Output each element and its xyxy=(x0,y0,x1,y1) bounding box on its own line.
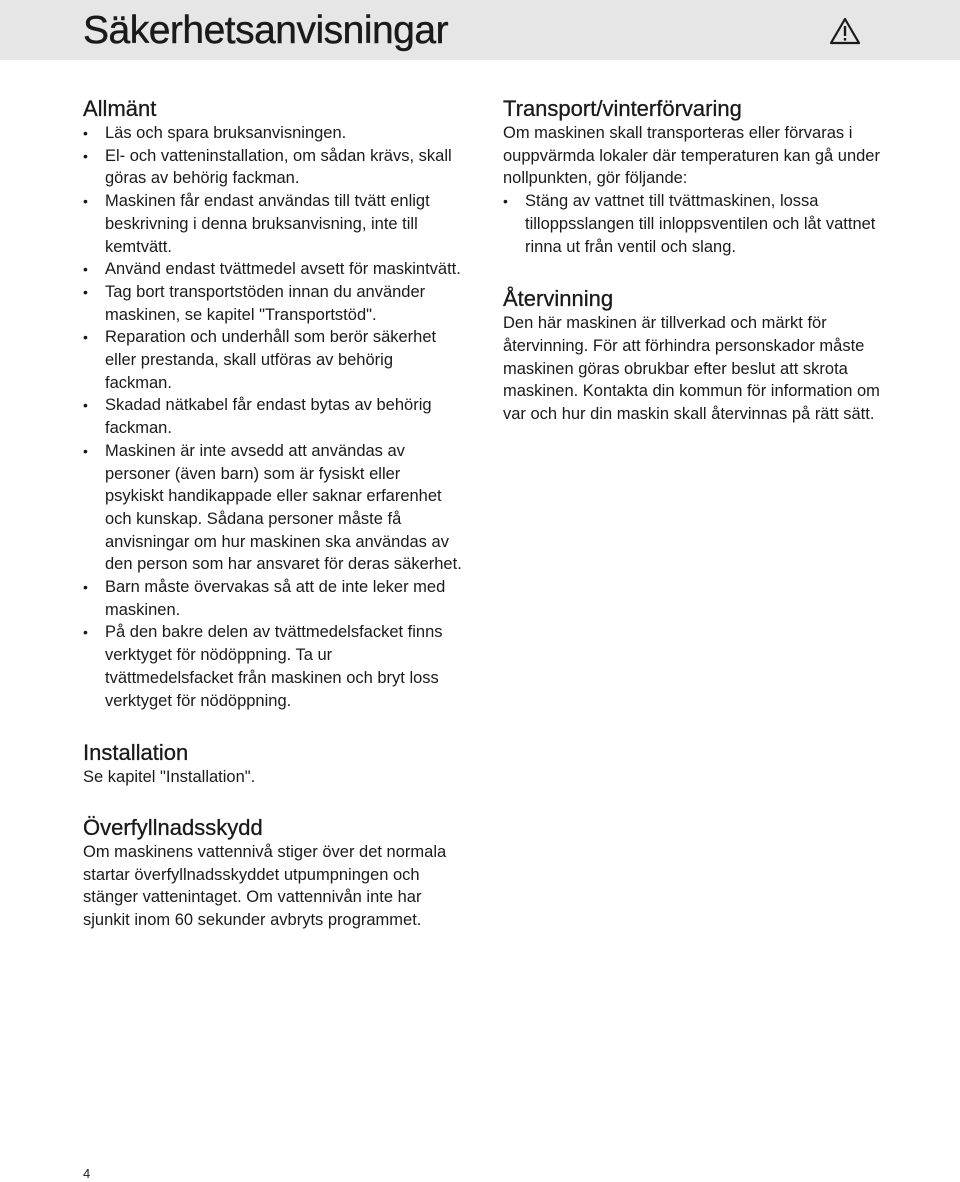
section-allmant xyxy=(83,96,463,712)
transport-text: Om maskinen skall transporteras eller förvaras i ouppvärmda lokaler där temperaturen kan gå under nollpunkten, gör följande: xyxy=(503,124,880,188)
bullet-icon: • xyxy=(83,261,88,278)
list-item xyxy=(83,281,463,326)
list-item-text: Reparation och underhåll som berör säkerhet eller prestanda, skall utföras av behörig fackman. xyxy=(105,328,437,392)
bullet-icon: • xyxy=(83,442,88,459)
installation-text: Se kapitel "Installation". xyxy=(83,768,256,787)
list-item-text: Barn måste övervakas så att de inte leker med maskinen. xyxy=(105,578,446,619)
left-column xyxy=(83,96,463,932)
list-item xyxy=(83,394,463,439)
section-heading-transport: Transport/vinterförvaring xyxy=(503,96,742,121)
section-heading-allmant: Allmänt xyxy=(83,96,157,121)
spacer xyxy=(83,712,463,740)
bullet-icon: • xyxy=(83,579,88,596)
allmant-list xyxy=(83,122,463,712)
section-heading-atervinning: Återvinning xyxy=(503,286,614,312)
overfyllnadsskydd-text: Om maskinens vattennivå stiger över det normala startar överfyllnadsskyddet utpumpningen och stänger vattenintaget. Om vattennivån inte har sjunkit inom 60 sekunder avbryts programmet. xyxy=(83,842,447,930)
section-atervinning xyxy=(503,286,883,426)
list-item-text: Maskinen får endast användas till tvätt enligt beskrivning i denna bruksanvisning, inte till kemtvätt. xyxy=(105,192,430,256)
bullet-icon: • xyxy=(83,329,88,346)
bullet-icon: • xyxy=(83,624,88,641)
section-transport xyxy=(503,96,883,258)
transport-list xyxy=(503,190,883,258)
spacer xyxy=(83,789,463,815)
list-item-text: El- och vatteninstallation, om sådan krävs, skall göras av behörig fackman. xyxy=(105,146,452,188)
list-item xyxy=(83,190,463,258)
spacer xyxy=(503,258,883,286)
list-item xyxy=(83,258,463,281)
bullet-icon: • xyxy=(83,125,88,141)
list-item-text: Maskinen är inte avsedd att användas av personer (även barn) som är fysiskt eller psykiskt handikappade eller saknar erfarenhet och kunskap. Sådana personer måste få anvisningar om hur maskinen ska användas av den person som har ansvaret för deras säkerhet. xyxy=(105,441,462,574)
list-item xyxy=(83,621,463,712)
bullet-icon: • xyxy=(83,283,88,300)
section-heading-overfyllnadsskydd: Överfyllnadsskydd xyxy=(83,814,263,840)
list-item xyxy=(503,190,883,258)
section-installation xyxy=(83,740,463,789)
section-heading-installation: Installation xyxy=(83,740,189,766)
list-item-text: Stäng av vattnet till tvättmaskinen, lossa tilloppsslangen till inloppsventilen och låt vattnet rinna ut från ventil och slang. xyxy=(525,192,876,256)
right-column xyxy=(503,96,883,426)
list-item xyxy=(83,122,463,145)
bullet-icon: • xyxy=(83,193,88,210)
header-band xyxy=(0,0,960,60)
list-item-text: Skadad nätkabel får endast bytas av behörig fackman. xyxy=(105,396,432,438)
list-item-text: Tag bort transportstöden innan du använder maskinen, se kapitel "Transportstöd". xyxy=(105,282,426,324)
bullet-icon: • xyxy=(503,193,508,210)
bullet-icon: • xyxy=(83,397,88,414)
section-overfyllnadsskydd xyxy=(83,815,463,932)
list-item xyxy=(83,576,463,621)
bullet-icon: • xyxy=(83,147,88,164)
page-number: 4 xyxy=(83,1166,91,1181)
page-title: Säkerhetsanvisningar xyxy=(83,9,449,52)
list-item xyxy=(83,326,463,394)
atervinning-text: Den här maskinen är tillverkad och märkt för återvinning. För att förhindra personskador måste maskinen göras obrukbar efter beslut att skrota maskinen. Kontakta din kommun för information om var och hur din maskin skall återvinnas på rätt sätt. xyxy=(503,314,880,424)
list-item xyxy=(83,440,463,576)
list-item xyxy=(83,145,463,190)
list-item-text: Läs och spara bruksanvisningen. xyxy=(105,124,347,142)
list-item-text: På den bakre delen av tvättmedelsfacket finns verktyget för nödöppning. Ta ur tvättmedelsfacket från maskinen och bryt loss verktyget för nödöppning. xyxy=(105,623,443,710)
list-item-text: Använd endast tvättmedel avsett för maskintvätt. xyxy=(105,260,461,279)
warning-triangle-icon xyxy=(829,17,861,45)
